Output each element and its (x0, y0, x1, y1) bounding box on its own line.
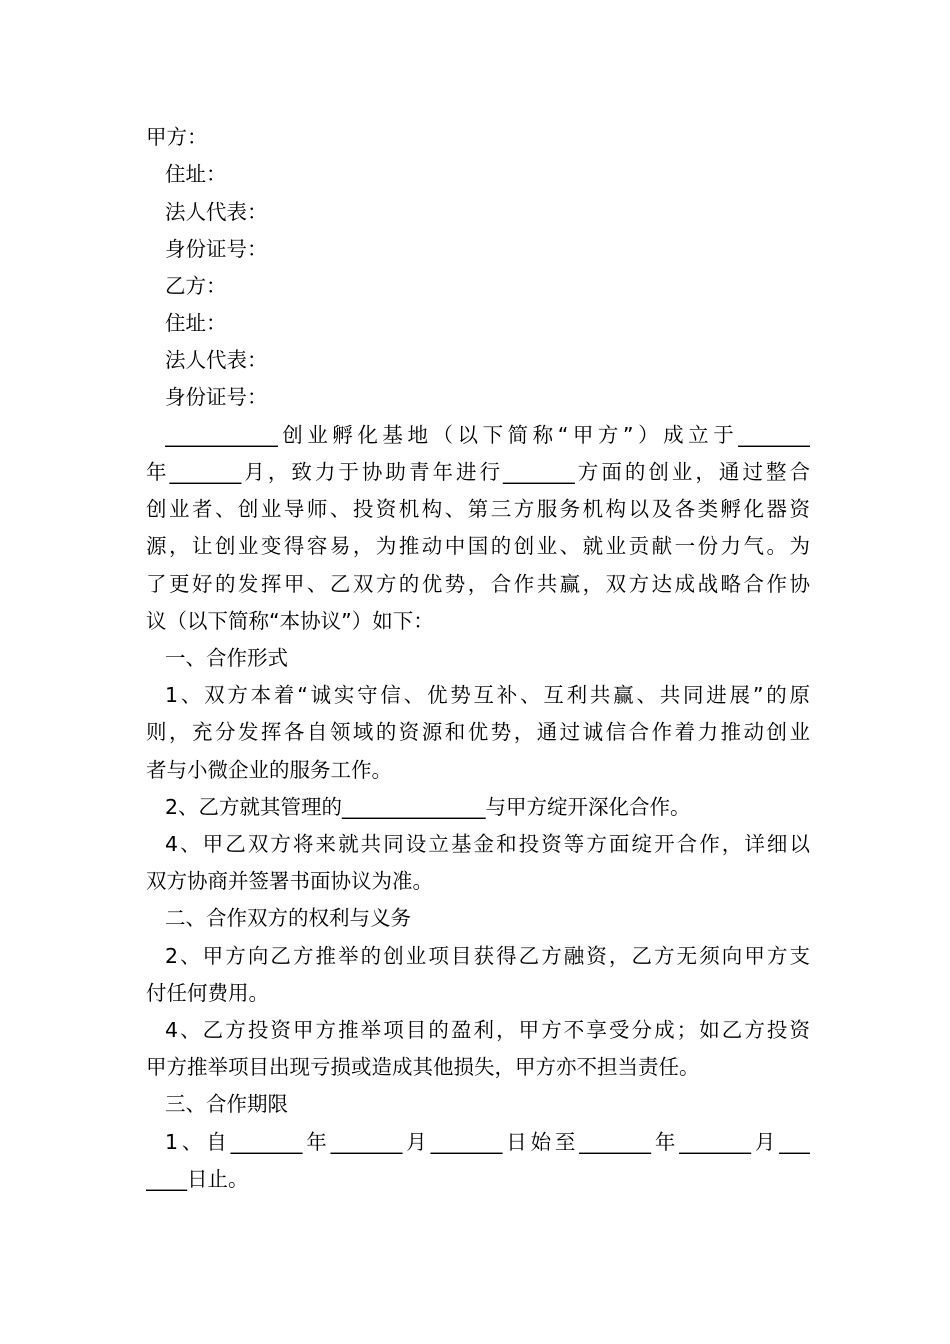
section-heading-3: 三、合作期限 (165, 1092, 288, 1116)
party-b-legal-rep: 法人代表： (165, 348, 268, 372)
intro-paragraph-line: 源，让创业变得容易，为推动中国的创业、就业贡献一份力气。为 (146, 534, 810, 558)
intro-paragraph-line: 议（以下简称“本协议”）如下： (146, 609, 434, 633)
intro-paragraph-line: 创业者、创业导师、投资机构、第三方服务机构以及各类孵化器资 (146, 497, 810, 521)
clause-1-line: 者与小微企业的服务工作。 (146, 758, 392, 782)
clause-4-line: 4、甲乙双方将来就共同设立基金和投资等方面绽开合作，详细以 (165, 832, 810, 856)
clause-1-line: 1、双方本着“诚实守信、优势互补、互利共赢、共同进展”的原 (165, 683, 810, 707)
section-heading-1: 一、合作形式 (165, 646, 288, 670)
party-b-id-number: 身份证号： (165, 385, 268, 409)
intro-paragraph-line: 年_______月，致力于协助青年进行_______方面的创业，通过整合 (146, 460, 810, 484)
clause-1-line: 则，充分发挥各自领域的资源和优势，通过诚信合作着力推动创业 (146, 720, 810, 744)
rights-clause-4-line: 甲方推举项目出现亏损或造成其他损失，甲方亦不担当责任。 (146, 1055, 700, 1079)
term-clause-line: ____日止。 (146, 1167, 249, 1191)
party-a-address: 住址： (165, 162, 227, 186)
intro-paragraph-line: 了更好的发挥甲、乙双方的优势，合作共赢，双方达成战略合作协 (146, 572, 810, 596)
rights-clause-4-line: 4、乙方投资甲方推举项目的盈利，甲方不享受分成；如乙方投资 (165, 1018, 810, 1042)
rights-clause-2-line: 2、甲方向乙方推举的创业项目获得乙方融资，乙方无须向甲方支 (165, 944, 810, 968)
rights-clause-2-line: 付任何费用。 (146, 981, 269, 1005)
clause-2-line: 2、乙方就其管理的______________与甲方绽开深化合作。 (165, 795, 691, 819)
party-a-id-number: 身份证号： (165, 237, 268, 261)
party-a-label: 甲方： (146, 125, 208, 149)
party-b-label: 乙方： (165, 274, 227, 298)
section-heading-2: 二、合作双方的权利与义务 (165, 906, 411, 930)
clause-4-line: 双方协商并签署书面协议为准。 (146, 869, 433, 893)
party-a-legal-rep: 法人代表： (165, 200, 268, 224)
party-b-address: 住址： (165, 311, 227, 335)
intro-paragraph-line: ___________创业孵化基地（以下简称“甲方”）成立于_______ (165, 423, 810, 447)
term-clause-line: 1、自_______年_______月_______日始至_______年_______月___ (165, 1130, 810, 1154)
